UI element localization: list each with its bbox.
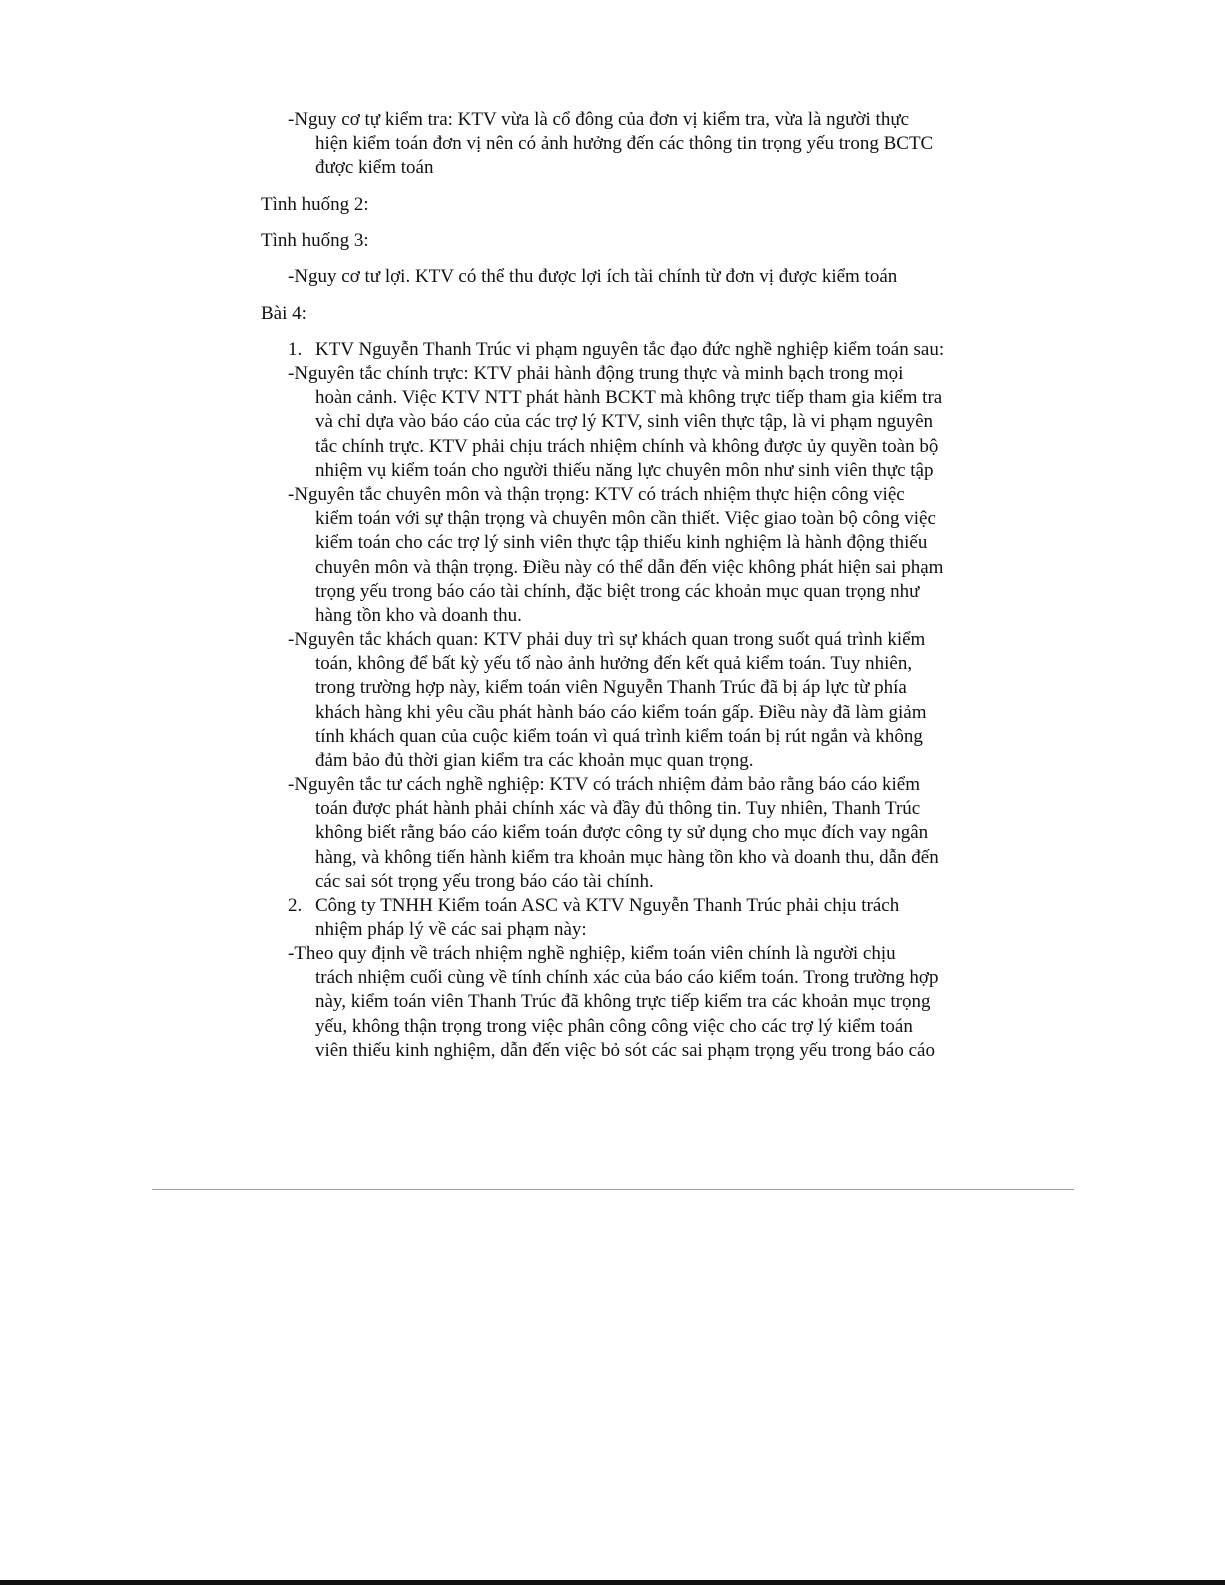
text-line: Bài 4:	[261, 303, 307, 324]
heading-bai-4	[261, 302, 307, 326]
text-line: tính khách quan của cuộc kiểm toán vì quá trình kiểm toán bị rút ngắn và không	[315, 725, 923, 747]
text-line: -Theo quy định về trách nhiệm nghề nghiệp, kiểm toán viên chính là người chịu	[288, 943, 896, 964]
text-line: -Nguy cơ tư lợi. KTV có thể thu được lợi ích tài chính từ đơn vị được kiểm toán	[288, 266, 898, 287]
text-line: -Nguyên tắc khách quan: KTV phải duy trì sự khách quan trong suốt quá trình kiểm	[288, 629, 926, 650]
text-line: này, kiểm toán viên Thanh Trúc đã không trực tiếp kiểm tra các khoản mục trọng	[315, 991, 931, 1013]
text-line: khách hàng khi yêu cầu phát hành báo cáo kiểm toán gấp. Điều này đã làm giảm	[315, 701, 927, 723]
heading-tinh-huong-2	[261, 193, 369, 217]
text-line: -Nguyên tắc tư cách nghề nghiệp: KTV có trách nhiệm đảm bảo rằng báo cáo kiểm	[288, 774, 920, 795]
text-line: yếu, không thận trọng trong việc phân công công việc cho các trợ lý kiểm toán	[315, 1015, 913, 1037]
text-line: và chỉ dựa vào báo cáo của các trợ lý KTV, sinh viên thực tập, là vi phạm nguyên	[315, 411, 934, 433]
text-line: Công ty TNHH Kiểm toán ASC và KTV Nguyễn Thanh Trúc phải chịu trách	[315, 895, 900, 916]
text-line: hoàn cảnh. Việc KTV NTT phát hành BCKT mà không trực tiếp tham gia kiểm tra	[315, 387, 943, 409]
text-line: kiểm toán với sự thận trọng và chuyên môn cần thiết. Việc giao toàn bộ công việc	[315, 508, 936, 530]
text-line: trong trường hợp này, kiểm toán viên Nguyễn Thanh Trúc đã bị áp lực từ phía	[315, 677, 907, 699]
text-line: -Nguy cơ tự kiểm tra: KTV vừa là cổ đông của đơn vị kiểm tra, vừa là người thực	[288, 109, 910, 130]
heading-tinh-huong-3	[261, 229, 369, 253]
list-number: 1.	[288, 339, 303, 360]
text-line: tắc chính trực. KTV phải chịu trách nhiệm chính và không được ủy quyền toàn bộ	[315, 435, 939, 457]
text-line: Tình huống 2:	[261, 194, 369, 215]
text-line: không biết rằng báo cáo kiểm toán được công ty sử dụng cho mục đích vay ngân	[315, 822, 929, 844]
list-number: 2.	[288, 895, 303, 916]
paragraph-self-interest-threat	[288, 265, 897, 289]
paragraph-self-review-threat	[288, 108, 933, 181]
paragraph-professional-behavior-principle	[288, 773, 939, 894]
text-line: nhiệm vụ kiểm toán cho người thiếu năng lực chuyên môn như sinh viên thực tập	[315, 459, 934, 481]
text-line: kiểm toán cho các trợ lý sinh viên thực tập thiếu kinh nghiệm là hành động thiếu	[315, 532, 928, 554]
list-item-text	[315, 338, 944, 362]
paragraph-legal-responsibility	[288, 942, 938, 1063]
bottom-edge-bar	[0, 1580, 1225, 1585]
text-line: nhiệm pháp lý về các sai phạm này:	[315, 919, 587, 941]
text-line: trách nhiệm cuối cùng về tính chính xác của báo cáo kiểm toán. Trong trường hợp	[315, 967, 939, 989]
text-line: toán, không để bất kỳ yếu tố nào ảnh hưởng đến kết quả kiểm toán. Tuy nhiên,	[315, 653, 913, 675]
text-line: Tình huống 3:	[261, 230, 369, 251]
text-line: hàng tồn kho và doanh thu.	[315, 605, 522, 627]
text-line: được kiểm toán	[315, 157, 434, 179]
text-line: hiện kiểm toán đơn vị nên có ảnh hưởng đến các thông tin trọng yếu trong BCTC	[315, 133, 934, 155]
paragraph-integrity-principle	[288, 362, 942, 483]
text-line: hàng, và không tiến hành kiểm tra khoản mục hàng tồn kho và doanh thu, dẫn đến	[315, 846, 939, 868]
page-divider	[152, 1189, 1074, 1190]
text-line: đảm bảo đủ thời gian kiểm tra các khoản mục quan trọng.	[315, 750, 754, 772]
text-line: -Nguyên tắc chính trực: KTV phải hành động trung thực và minh bạch trong mọi	[288, 363, 904, 384]
text-line: KTV Nguyễn Thanh Trúc vi phạm nguyên tắc đạo đức nghề nghiệp kiểm toán sau:	[315, 339, 945, 360]
numbered-item-2	[288, 894, 988, 944]
list-item-text	[315, 894, 899, 942]
text-line: các sai sót trọng yếu trong báo cáo tài chính.	[315, 870, 654, 892]
text-line: trọng yếu trong báo cáo tài chính, đặc biệt trong các khoản mục quan trọng như	[315, 580, 920, 602]
text-line: chuyên môn và thận trọng. Điều này có thể dẫn đến việc không phát hiện sai phạm	[315, 556, 944, 578]
paragraph-objectivity-principle	[288, 628, 927, 773]
paragraph-professional-competence-principle	[288, 483, 943, 628]
text-line: -Nguyên tắc chuyên môn và thận trọng: KTV có trách nhiệm thực hiện công việc	[288, 484, 905, 505]
text-line: toán được phát hành phải chính xác và đầy đủ thông tin. Tuy nhiên, Thanh Trúc	[315, 798, 921, 820]
text-line: viên thiếu kinh nghiệm, dẫn đến việc bỏ sót các sai phạm trọng yếu trong báo cáo	[315, 1039, 935, 1061]
